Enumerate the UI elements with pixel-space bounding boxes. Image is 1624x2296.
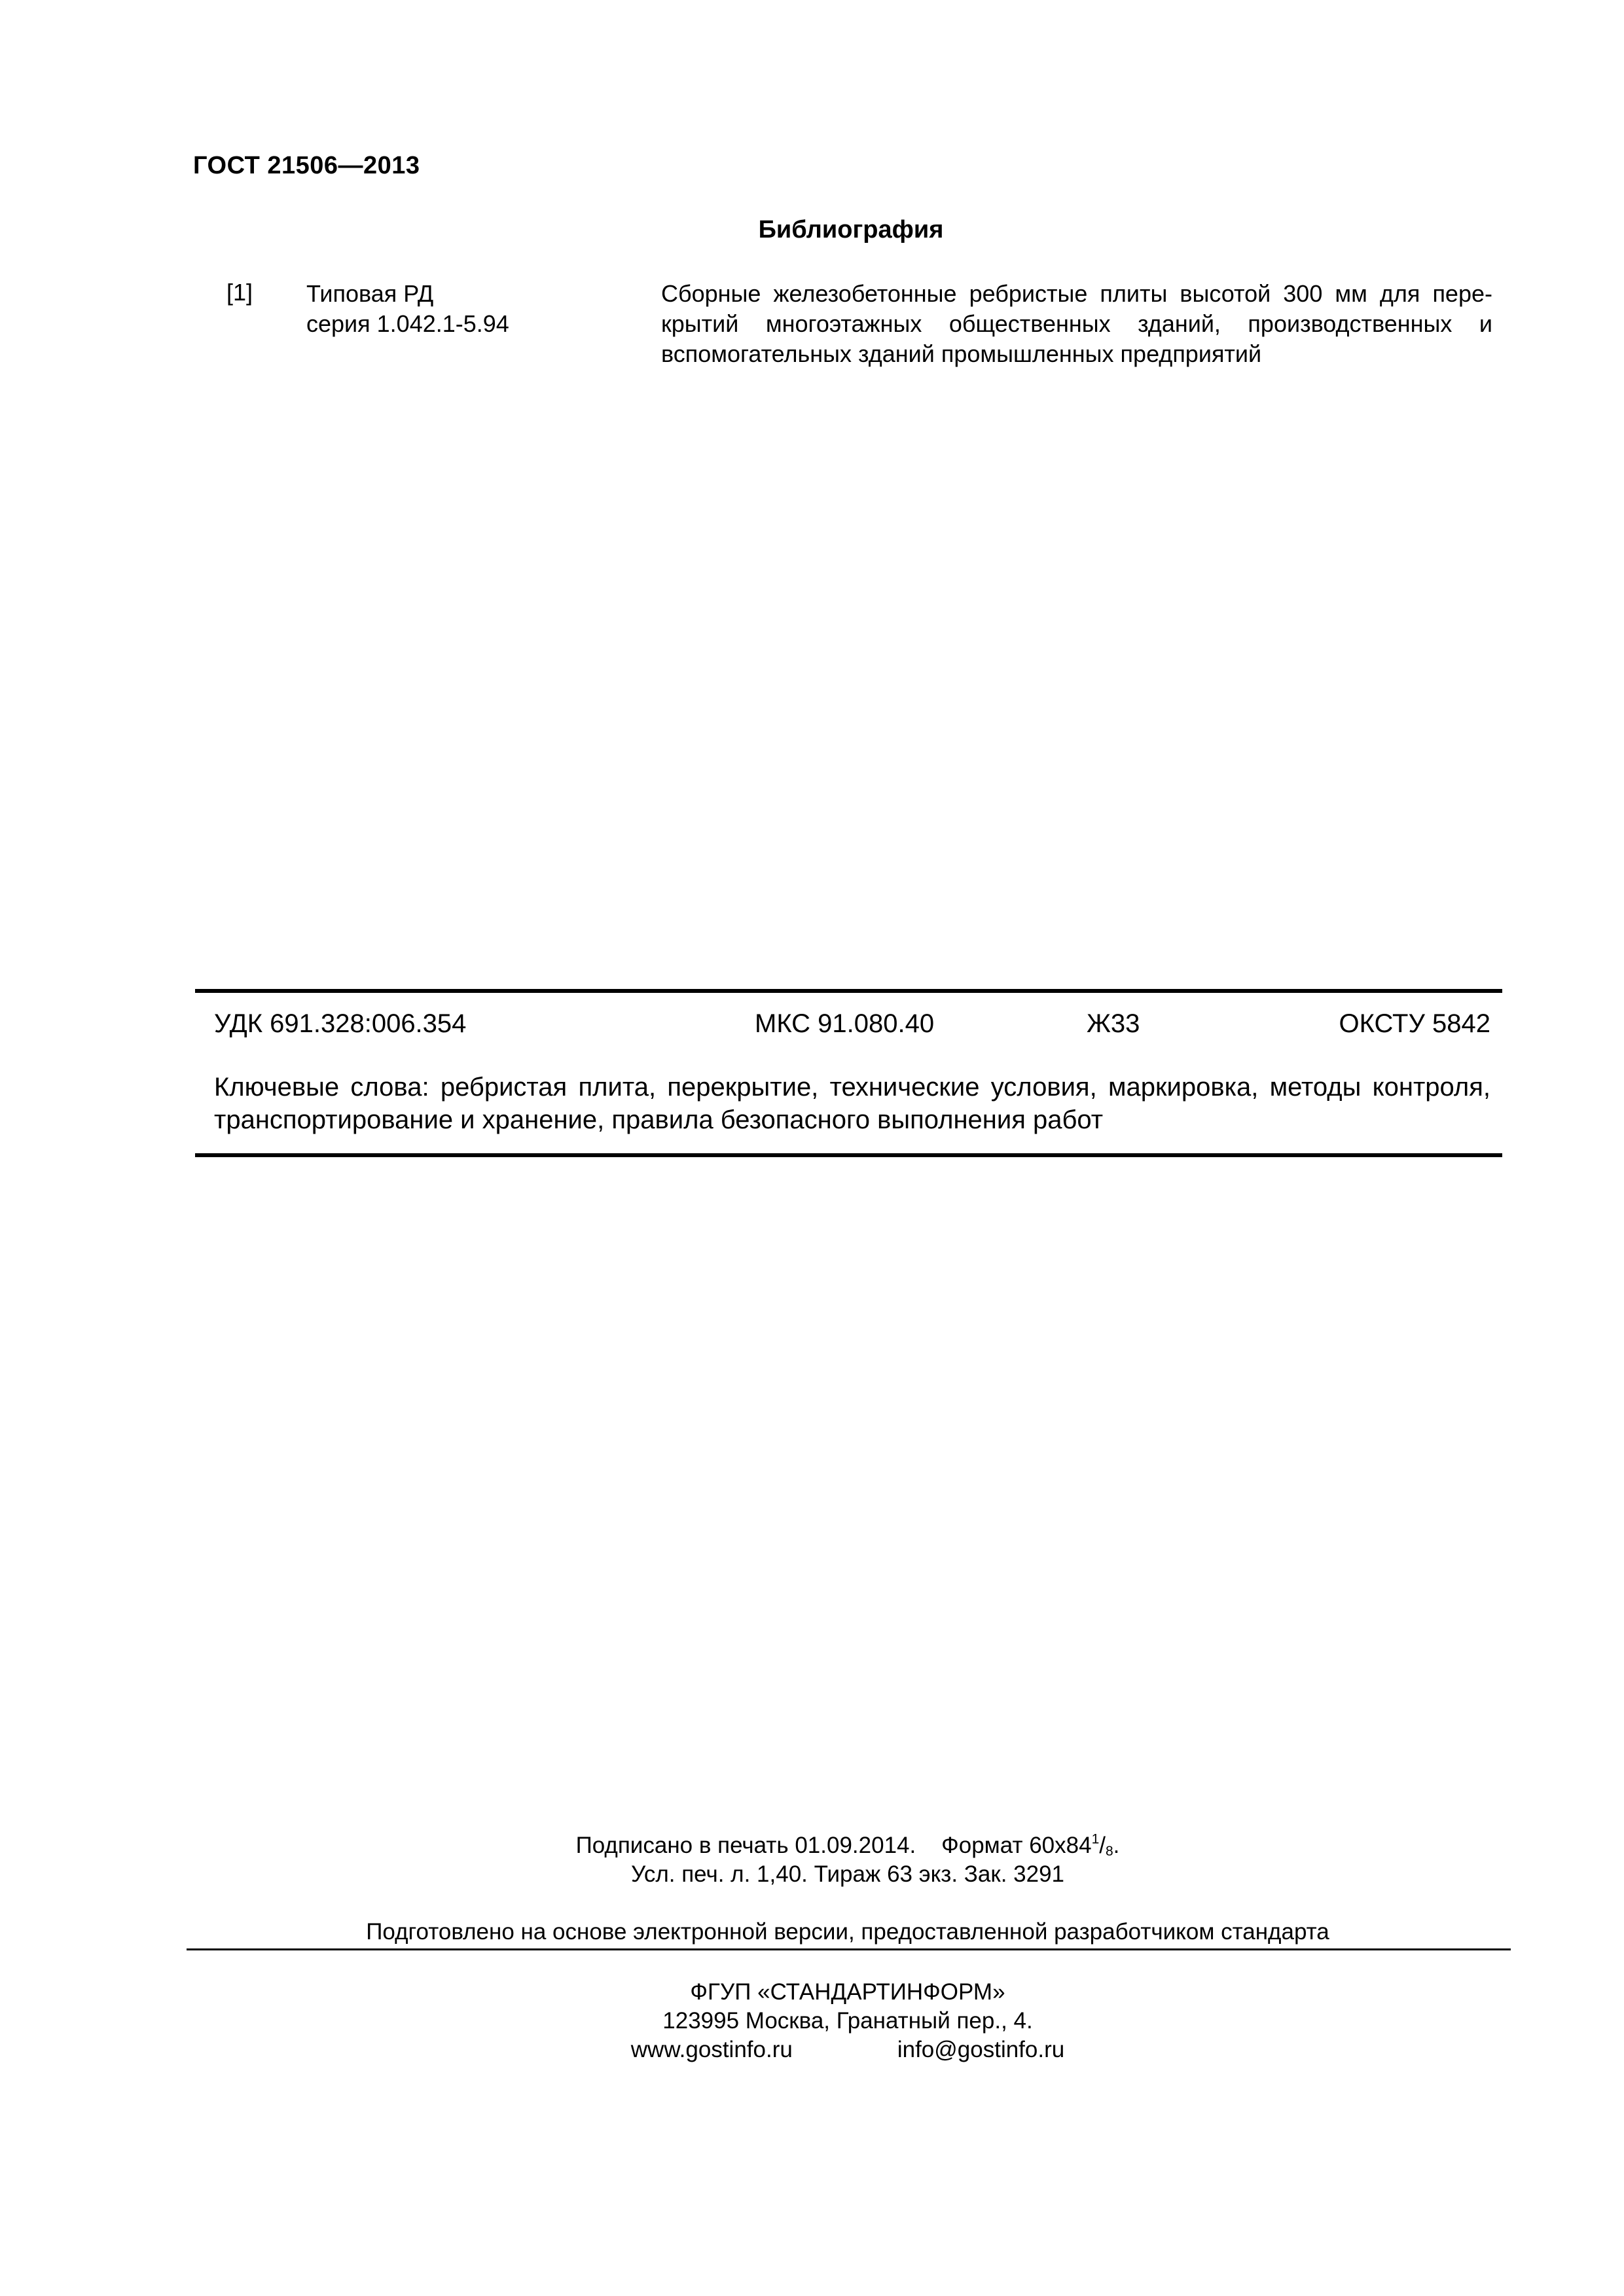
bibliography-source-line: Типовая РД bbox=[306, 280, 434, 307]
divider-bottom bbox=[195, 1153, 1502, 1157]
divider-top bbox=[195, 989, 1502, 993]
publisher-email[interactable]: info@gostinfo.ru bbox=[897, 2037, 1065, 2062]
divider-thin bbox=[187, 1948, 1511, 1950]
publisher-website[interactable]: www.gostinfo.ru bbox=[630, 2037, 793, 2062]
keywords: Ключевые слова: ребристая плита, перекрытие, технические условия, маркировка, методы контроля, транспортирование и хранение, правила безопасного выполнения работ bbox=[214, 1073, 1490, 1134]
imprint-line-1 bbox=[0, 1831, 1624, 1860]
paper-format bbox=[941, 1833, 1119, 1858]
bibliography-entry-number: [1] bbox=[226, 279, 253, 306]
paper-format-sub: 8 bbox=[1105, 1844, 1113, 1859]
bibliography-entry-description: Сборные железобетонные ребристые плиты высотой 300 мм для перекрытий многоэтажных общественных зданий, производственных и вспомогательных зданий промышленных предприятий bbox=[661, 280, 1492, 367]
paper-format-sup: 1 bbox=[1091, 1831, 1100, 1847]
classification-row bbox=[214, 1009, 1490, 1042]
imprint-line-2: Усл. печ. л. 1,40. Тираж 63 экз. Зак. 3291 bbox=[630, 1861, 1065, 1887]
udk-code: УДК 691.328:006.354 bbox=[214, 1009, 467, 1038]
bibliography-entry-source bbox=[306, 279, 509, 339]
bibliography-title: Библиография bbox=[758, 216, 944, 243]
mks-code: МКС 91.080.40 bbox=[755, 1009, 935, 1038]
publisher-contacts bbox=[0, 2036, 1624, 2064]
paper-format-end: . bbox=[1113, 1833, 1120, 1858]
prepared-note: Подготовлено на основе электронной версии, предоставленной разработчиком стандарта bbox=[366, 1919, 1329, 1945]
signed-date: Подписано в печать 01.09.2014. bbox=[575, 1833, 916, 1858]
paper-format-slash: / bbox=[1099, 1833, 1106, 1858]
bibliography-source-line: серия 1.042.1-5.94 bbox=[306, 310, 509, 337]
document-code: ГОСТ 21506—2013 bbox=[193, 152, 420, 179]
publisher-name: ФГУП «СТАНДАРТИНФОРМ» bbox=[690, 1979, 1005, 2005]
group-code: Ж33 bbox=[1087, 1009, 1140, 1038]
okstu-code: ОКСТУ 5842 bbox=[1339, 1009, 1490, 1038]
publisher-address: 123995 Москва, Гранатный пер., 4. bbox=[662, 2008, 1033, 2034]
paper-format-prefix: Формат 60x84 bbox=[941, 1833, 1092, 1858]
